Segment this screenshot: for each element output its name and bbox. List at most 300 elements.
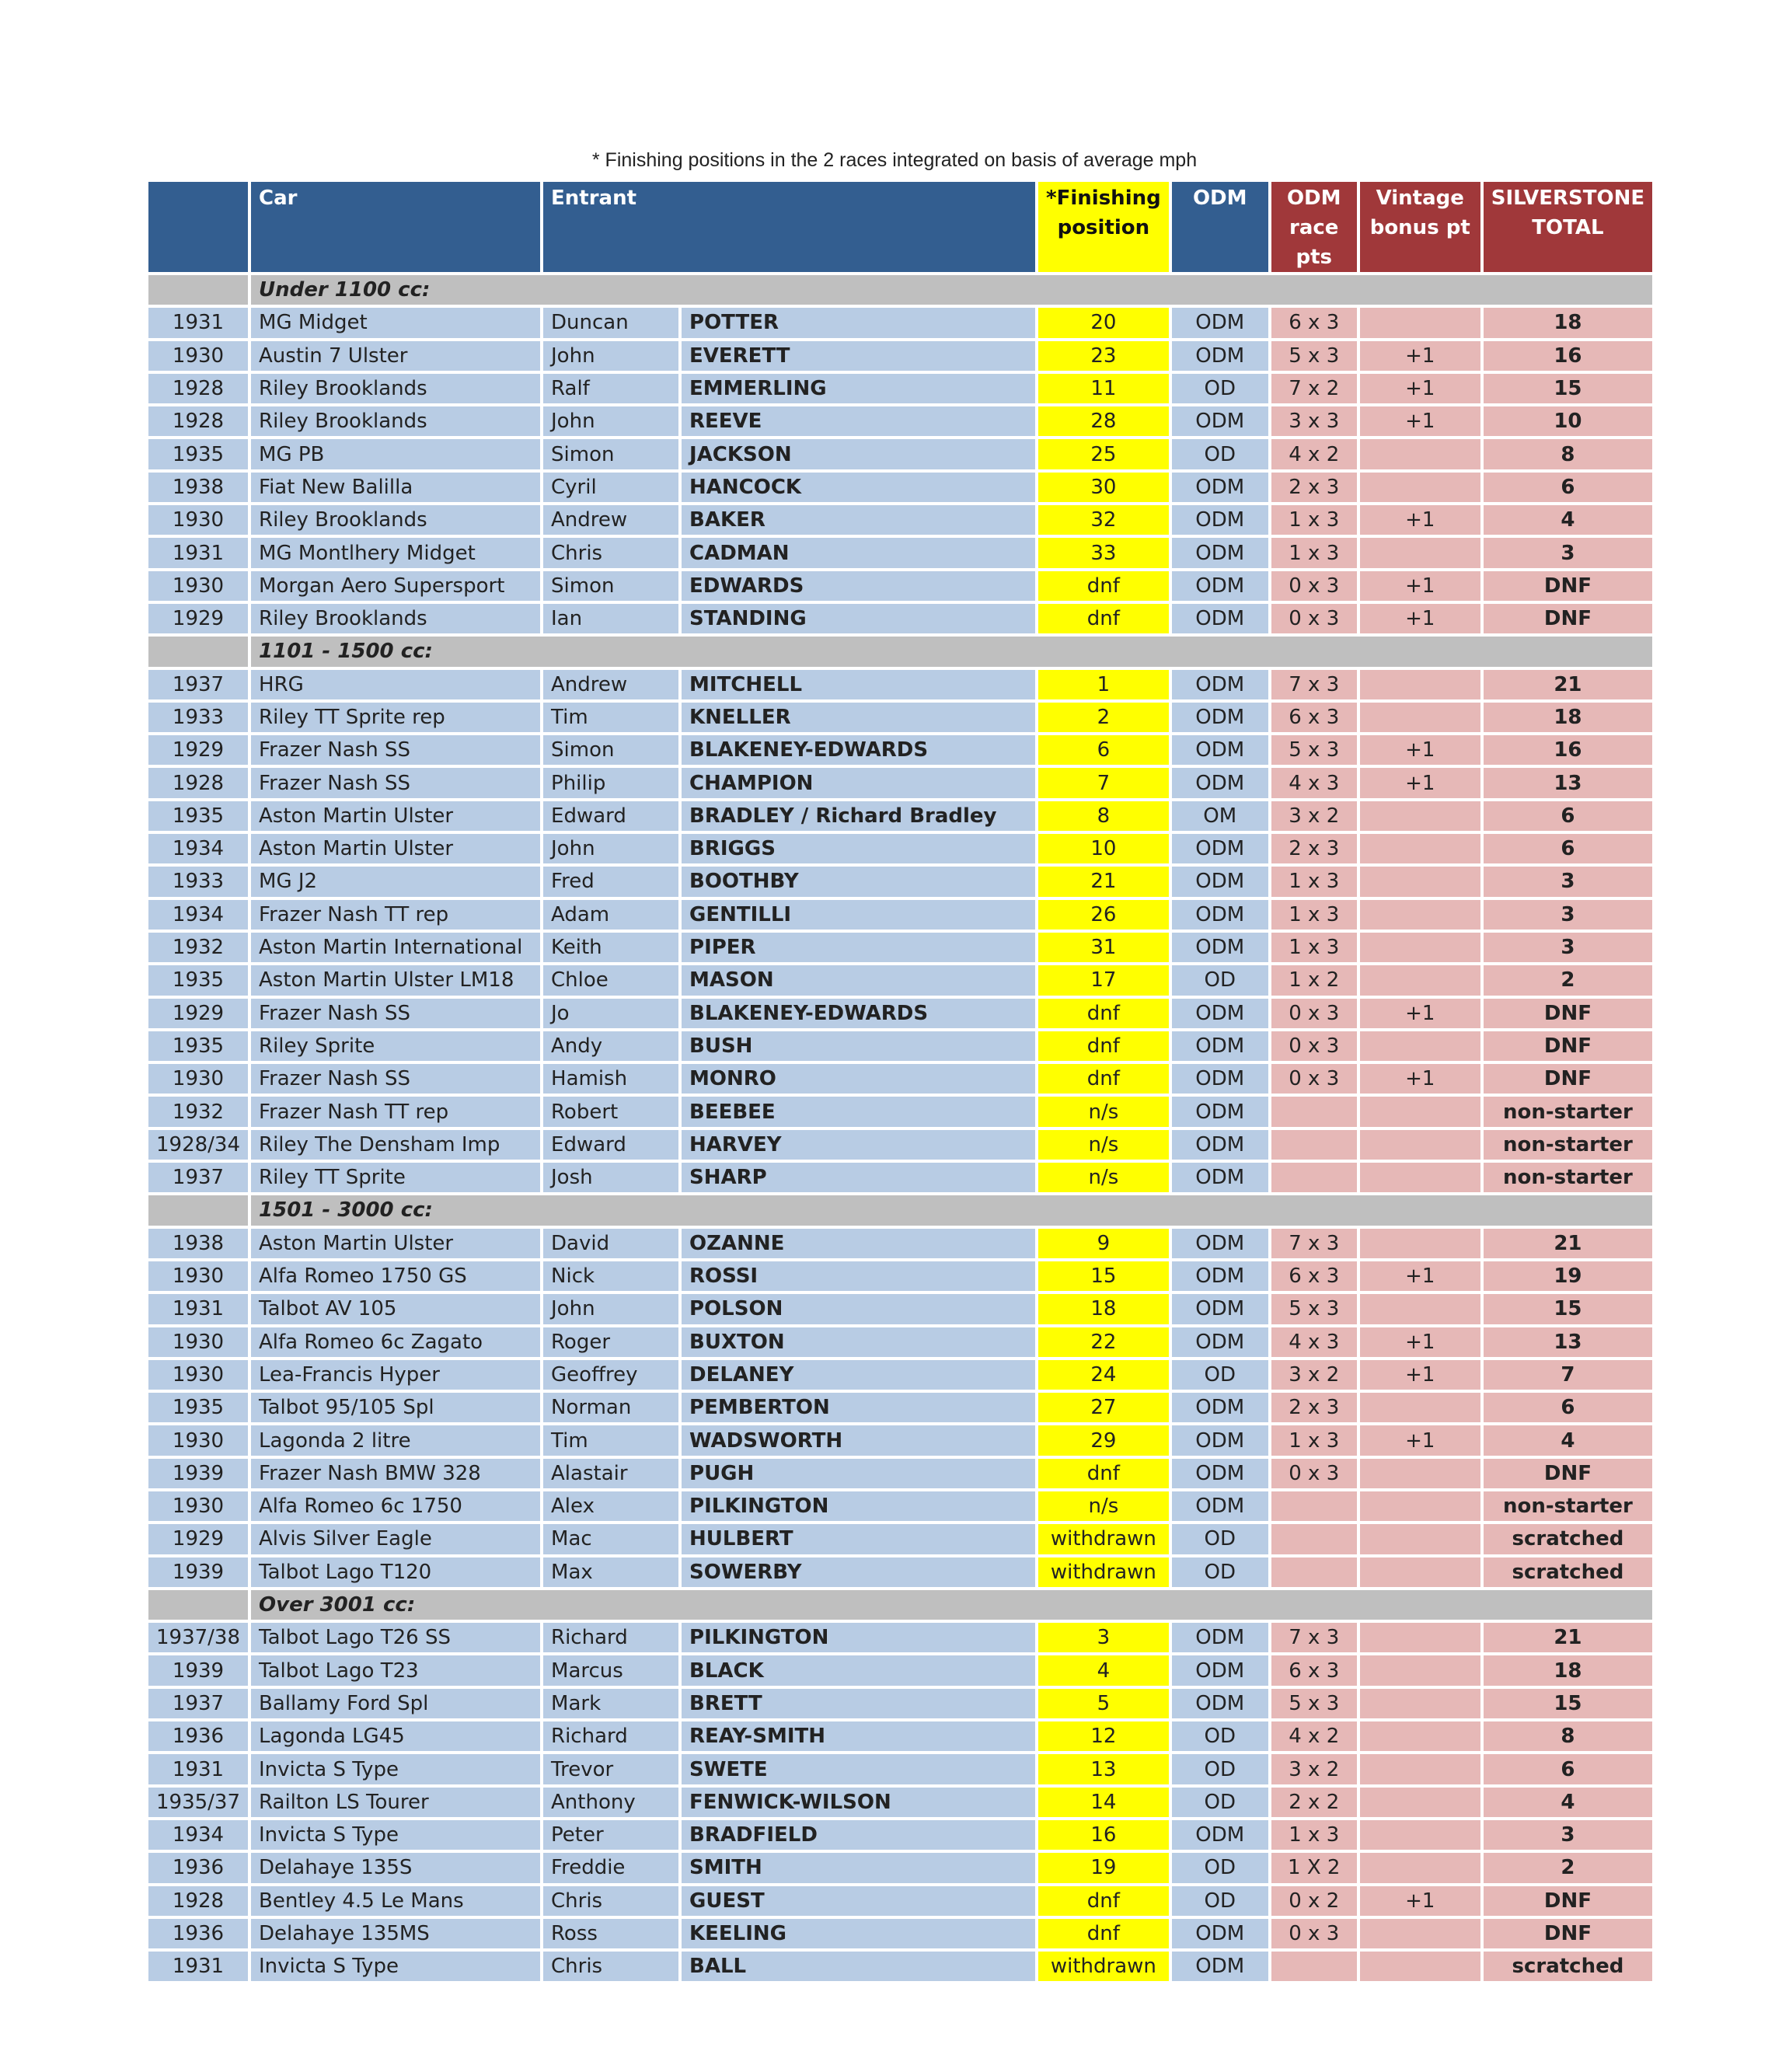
year-cell: 1928 xyxy=(148,768,248,797)
car-cell: Aston Martin International xyxy=(251,933,540,962)
odm-cell: ODM xyxy=(1172,1097,1268,1126)
vintage-bonus-cell xyxy=(1360,965,1480,995)
finishing-position-cell: dnf xyxy=(1038,1886,1169,1916)
total-cell: 13 xyxy=(1484,1327,1652,1357)
year-cell: 1935/37 xyxy=(148,1788,248,1817)
finishing-position-cell: 14 xyxy=(1038,1788,1169,1817)
finishing-position-cell: 18 xyxy=(1038,1294,1169,1324)
table-row xyxy=(148,1360,1652,1390)
odm-race-pts-cell: 2 x 2 xyxy=(1271,1788,1357,1817)
table-row xyxy=(148,703,1652,732)
vintage-bonus-cell xyxy=(1360,1097,1480,1126)
odm-cell: ODM xyxy=(1172,406,1268,436)
vintage-bonus-cell: +1 xyxy=(1360,406,1480,436)
entrant-first-name-cell: Anthony xyxy=(543,1788,678,1817)
table-row xyxy=(148,1130,1652,1160)
table-row xyxy=(148,834,1652,863)
odm-race-pts-cell: 5 x 3 xyxy=(1271,1689,1357,1718)
car-cell: Aston Martin Ulster xyxy=(251,801,540,831)
section-title: Under 1100 cc: xyxy=(251,275,1652,305)
entrant-surname-cell: STANDING xyxy=(682,604,1035,633)
total-cell: 21 xyxy=(1484,670,1652,699)
odm-cell: ODM xyxy=(1172,1261,1268,1291)
section-header-row xyxy=(148,1590,1652,1620)
entrant-surname-cell: CADMAN xyxy=(682,538,1035,567)
total-cell: 3 xyxy=(1484,1820,1652,1850)
table-row xyxy=(148,1788,1652,1817)
car-cell: Alvis Silver Eagle xyxy=(251,1524,540,1554)
year-cell: 1933 xyxy=(148,703,248,732)
odm-race-pts-cell: 0 x 3 xyxy=(1271,604,1357,633)
entrant-first-name-cell: John xyxy=(543,406,678,436)
car-cell: Riley Brooklands xyxy=(251,505,540,535)
entrant-surname-cell: BUXTON xyxy=(682,1327,1035,1357)
odm-cell: ODM xyxy=(1172,1130,1268,1160)
table-row xyxy=(148,1623,1652,1652)
finishing-position-cell: 16 xyxy=(1038,1820,1169,1850)
year-cell: 1930 xyxy=(148,1491,248,1521)
year-cell: 1929 xyxy=(148,1524,248,1554)
total-cell: 21 xyxy=(1484,1623,1652,1652)
total-cell: DNF xyxy=(1484,1919,1652,1948)
entrant-first-name-cell: Roger xyxy=(543,1327,678,1357)
odm-cell: ODM xyxy=(1172,1294,1268,1324)
entrant-first-name-cell: Philip xyxy=(543,768,678,797)
odm-cell: OD xyxy=(1172,1788,1268,1817)
total-cell: scratched xyxy=(1484,1952,1652,1981)
odm-cell: ODM xyxy=(1172,1425,1268,1455)
total-cell: non-starter xyxy=(1484,1163,1652,1192)
entrant-surname-cell: EDWARDS xyxy=(682,571,1035,601)
entrant-first-name-cell: Duncan xyxy=(543,308,678,337)
odm-cell: ODM xyxy=(1172,1820,1268,1850)
total-cell: 2 xyxy=(1484,965,1652,995)
finishing-position-cell: 20 xyxy=(1038,308,1169,337)
car-cell: Frazer Nash TT rep xyxy=(251,1097,540,1126)
finishing-position-cell: dnf xyxy=(1038,1919,1169,1948)
table-row xyxy=(148,768,1652,797)
table-row xyxy=(148,505,1652,535)
entrant-first-name-cell: Ralf xyxy=(543,374,678,403)
year-cell: 1933 xyxy=(148,867,248,896)
car-cell: MG J2 xyxy=(251,867,540,896)
finishing-position-cell: 23 xyxy=(1038,341,1169,371)
total-cell: 6 xyxy=(1484,834,1652,863)
total-cell: 4 xyxy=(1484,1425,1652,1455)
car-cell: MG PB xyxy=(251,439,540,469)
vintage-bonus-cell: +1 xyxy=(1360,1327,1480,1357)
year-cell: 1937 xyxy=(148,1163,248,1192)
car-cell: Alfa Romeo 6c 1750 xyxy=(251,1491,540,1521)
vintage-bonus-cell: +1 xyxy=(1360,374,1480,403)
finishing-position-cell: withdrawn xyxy=(1038,1952,1169,1981)
odm-cell: ODM xyxy=(1172,1163,1268,1192)
vintage-bonus-cell xyxy=(1360,1788,1480,1817)
vintage-bonus-cell: +1 xyxy=(1360,341,1480,371)
finishing-position-cell: 11 xyxy=(1038,374,1169,403)
year-cell: 1936 xyxy=(148,1721,248,1751)
odm-race-pts-cell: 3 x 2 xyxy=(1271,1754,1357,1784)
finishing-position-cell: dnf xyxy=(1038,999,1169,1028)
year-cell: 1928 xyxy=(148,406,248,436)
entrant-first-name-cell: Andrew xyxy=(543,505,678,535)
entrant-surname-cell: EVERETT xyxy=(682,341,1035,371)
entrant-first-name-cell: Ian xyxy=(543,604,678,633)
odm-cell: ODM xyxy=(1172,341,1268,371)
section-spacer xyxy=(148,275,248,305)
entrant-surname-cell: WADSWORTH xyxy=(682,1425,1035,1455)
total-cell: 3 xyxy=(1484,933,1652,962)
car-cell: Riley Brooklands xyxy=(251,374,540,403)
entrant-surname-cell: BLAKENEY-EDWARDS xyxy=(682,999,1035,1028)
car-cell: Riley TT Sprite xyxy=(251,1163,540,1192)
year-cell: 1929 xyxy=(148,735,248,765)
year-cell: 1932 xyxy=(148,1097,248,1126)
total-cell: non-starter xyxy=(1484,1130,1652,1160)
table-row xyxy=(148,867,1652,896)
table-row xyxy=(148,1820,1652,1850)
vintage-bonus-cell xyxy=(1360,1393,1480,1422)
odm-cell: ODM xyxy=(1172,1064,1268,1094)
year-cell: 1935 xyxy=(148,801,248,831)
odm-cell: OD xyxy=(1172,1886,1268,1916)
total-cell: DNF xyxy=(1484,604,1652,633)
entrant-first-name-cell: John xyxy=(543,341,678,371)
car-cell: Fiat New Balilla xyxy=(251,473,540,502)
table-row xyxy=(148,1097,1652,1126)
table-row xyxy=(148,933,1652,962)
total-cell: 8 xyxy=(1484,439,1652,469)
year-cell: 1935 xyxy=(148,1031,248,1061)
vintage-bonus-cell: +1 xyxy=(1360,1261,1480,1291)
vintage-bonus-cell xyxy=(1360,1031,1480,1061)
total-cell: 10 xyxy=(1484,406,1652,436)
table-row xyxy=(148,1853,1652,1882)
finishing-position-cell: n/s xyxy=(1038,1491,1169,1521)
odm-race-pts-cell: 7 x 3 xyxy=(1271,1623,1357,1652)
total-cell: 6 xyxy=(1484,1754,1652,1784)
finishing-position-cell: 2 xyxy=(1038,703,1169,732)
entrant-surname-cell: GUEST xyxy=(682,1886,1035,1916)
odm-cell: ODM xyxy=(1172,735,1268,765)
entrant-surname-cell: BOOTHBY xyxy=(682,867,1035,896)
odm-race-pts-cell: 1 x 3 xyxy=(1271,1425,1357,1455)
vintage-bonus-cell xyxy=(1360,1524,1480,1554)
vintage-bonus-cell xyxy=(1360,473,1480,502)
vintage-bonus-cell xyxy=(1360,308,1480,337)
total-cell: DNF xyxy=(1484,1031,1652,1061)
entrant-surname-cell: MASON xyxy=(682,965,1035,995)
odm-cell: ODM xyxy=(1172,308,1268,337)
table-row xyxy=(148,999,1652,1028)
table-row xyxy=(148,1294,1652,1324)
total-cell: 2 xyxy=(1484,1853,1652,1882)
odm-cell: OD xyxy=(1172,1721,1268,1751)
odm-cell: ODM xyxy=(1172,933,1268,962)
entrant-surname-cell: OZANNE xyxy=(682,1229,1035,1258)
odm-cell: ODM xyxy=(1172,538,1268,567)
total-cell: DNF xyxy=(1484,999,1652,1028)
car-cell: Invicta S Type xyxy=(251,1820,540,1850)
total-cell: non-starter xyxy=(1484,1097,1652,1126)
odm-cell: OD xyxy=(1172,1524,1268,1554)
vintage-bonus-cell: +1 xyxy=(1360,999,1480,1028)
entrant-first-name-cell: Richard xyxy=(543,1623,678,1652)
odm-header: ODM xyxy=(1172,182,1268,272)
entrant-first-name-cell: Jo xyxy=(543,999,678,1028)
table-row xyxy=(148,473,1652,502)
car-cell: MG Montlhery Midget xyxy=(251,538,540,567)
car-cell: Talbot AV 105 xyxy=(251,1294,540,1324)
year-cell: 1937 xyxy=(148,670,248,699)
vintage-bonus-cell xyxy=(1360,1623,1480,1652)
table-row xyxy=(148,374,1652,403)
total-cell: 3 xyxy=(1484,900,1652,930)
vintage-bonus-cell xyxy=(1360,900,1480,930)
odm-race-pts-cell: 2 x 3 xyxy=(1271,834,1357,863)
entrant-surname-cell: BALL xyxy=(682,1952,1035,1981)
odm-cell: ODM xyxy=(1172,1491,1268,1521)
entrant-surname-cell: PEMBERTON xyxy=(682,1393,1035,1422)
entrant-first-name-cell: Robert xyxy=(543,1097,678,1126)
total-cell: 4 xyxy=(1484,505,1652,535)
vintage-bonus-cell xyxy=(1360,1919,1480,1948)
entrant-first-name-cell: Cyril xyxy=(543,473,678,502)
entrant-first-name-cell: Edward xyxy=(543,801,678,831)
odm-race-pts-cell: 1 x 3 xyxy=(1271,900,1357,930)
finishing-position-cell: dnf xyxy=(1038,1064,1169,1094)
car-cell: Lea-Francis Hyper xyxy=(251,1360,540,1390)
odm-cell: ODM xyxy=(1172,900,1268,930)
section-spacer xyxy=(148,1590,248,1620)
odm-race-pts-cell: 0 x 2 xyxy=(1271,1886,1357,1916)
total-cell: scratched xyxy=(1484,1557,1652,1587)
odm-cell: OD xyxy=(1172,1754,1268,1784)
finishing-position-cell: 21 xyxy=(1038,867,1169,896)
entrant-surname-cell: BRADFIELD xyxy=(682,1820,1035,1850)
odm-race-pts-cell: 7 x 2 xyxy=(1271,374,1357,403)
year-cell: 1930 xyxy=(148,505,248,535)
vintage-bonus-cell xyxy=(1360,1294,1480,1324)
entrant-surname-cell: PILKINGTON xyxy=(682,1623,1035,1652)
year-cell: 1930 xyxy=(148,1327,248,1357)
vintage-bonus-cell xyxy=(1360,867,1480,896)
total-cell: 6 xyxy=(1484,801,1652,831)
entrant-surname-cell: HULBERT xyxy=(682,1524,1035,1554)
vintage-bonus-cell xyxy=(1360,439,1480,469)
odm-cell: ODM xyxy=(1172,505,1268,535)
entrant-first-name-cell: Ross xyxy=(543,1919,678,1948)
table-row xyxy=(148,1524,1652,1554)
car-cell: Delahaye 135MS xyxy=(251,1919,540,1948)
car-cell: Ballamy Ford Spl xyxy=(251,1689,540,1718)
table-row xyxy=(148,1491,1652,1521)
entrant-surname-cell: SWETE xyxy=(682,1754,1035,1784)
year-cell: 1930 xyxy=(148,1261,248,1291)
entrant-first-name-cell: Chris xyxy=(543,1952,678,1981)
car-cell: Lagonda LG45 xyxy=(251,1721,540,1751)
entrant-surname-cell: BRETT xyxy=(682,1689,1035,1718)
entrant-first-name-cell: Marcus xyxy=(543,1655,678,1685)
vintage-bonus-cell xyxy=(1360,1130,1480,1160)
odm-race-pts-cell: 5 x 3 xyxy=(1271,735,1357,765)
total-cell: 21 xyxy=(1484,1229,1652,1258)
vintage-bonus-cell xyxy=(1360,801,1480,831)
finishing-position-cell: n/s xyxy=(1038,1163,1169,1192)
odm-race-pts-cell xyxy=(1271,1557,1357,1587)
entrant-surname-cell: REEVE xyxy=(682,406,1035,436)
total-cell: 18 xyxy=(1484,703,1652,732)
vintage-bonus-cell xyxy=(1360,1754,1480,1784)
entrant-first-name-cell: Mac xyxy=(543,1524,678,1554)
entrant-first-name-cell: Simon xyxy=(543,735,678,765)
vintage-bonus-cell: +1 xyxy=(1360,1886,1480,1916)
odm-race-pts-cell: 6 x 3 xyxy=(1271,1261,1357,1291)
vintage-bonus-cell xyxy=(1360,1459,1480,1488)
year-cell: 1928/34 xyxy=(148,1130,248,1160)
section-title: 1101 - 1500 cc: xyxy=(251,637,1652,666)
table-row xyxy=(148,341,1652,371)
vintage-bonus-cell: +1 xyxy=(1360,1064,1480,1094)
finishing-position-cell: 9 xyxy=(1038,1229,1169,1258)
year-cell: 1928 xyxy=(148,1886,248,1916)
entrant-surname-cell: ROSSI xyxy=(682,1261,1035,1291)
vintage-bonus-cell xyxy=(1360,703,1480,732)
car-cell: Invicta S Type xyxy=(251,1952,540,1981)
year-cell: 1931 xyxy=(148,1294,248,1324)
table-row xyxy=(148,801,1652,831)
odm-cell: ODM xyxy=(1172,703,1268,732)
entrant-first-name-cell: John xyxy=(543,1294,678,1324)
entrant-first-name-cell: Nick xyxy=(543,1261,678,1291)
table-row xyxy=(148,1031,1652,1061)
odm-race-pts-cell: 1 x 3 xyxy=(1271,505,1357,535)
year-cell: 1935 xyxy=(148,439,248,469)
entrant-header: Entrant xyxy=(543,182,1035,272)
entrant-first-name-cell: Richard xyxy=(543,1721,678,1751)
footnote-text: * Finishing positions in the 2 races integrated on basis of average mph xyxy=(591,149,1198,171)
vintage-bonus-cell xyxy=(1360,1491,1480,1521)
year-cell: 1936 xyxy=(148,1919,248,1948)
odm-cell: OD xyxy=(1172,374,1268,403)
odm-race-pts-cell: 4 x 3 xyxy=(1271,1327,1357,1357)
odm-cell: ODM xyxy=(1172,1689,1268,1718)
total-cell: 4 xyxy=(1484,1788,1652,1817)
entrant-first-name-cell: Hamish xyxy=(543,1064,678,1094)
year-cell: 1935 xyxy=(148,965,248,995)
entrant-surname-cell: KNELLER xyxy=(682,703,1035,732)
odm-race-pts-header: ODM race pts xyxy=(1271,182,1357,272)
entrant-surname-cell: POTTER xyxy=(682,308,1035,337)
finishing-position-cell: 30 xyxy=(1038,473,1169,502)
entrant-surname-cell: BLACK xyxy=(682,1655,1035,1685)
total-cell: 6 xyxy=(1484,473,1652,502)
total-cell: non-starter xyxy=(1484,1491,1652,1521)
odm-cell: ODM xyxy=(1172,670,1268,699)
year-cell: 1932 xyxy=(148,933,248,962)
odm-cell: ODM xyxy=(1172,571,1268,601)
entrant-surname-cell: MONRO xyxy=(682,1064,1035,1094)
entrant-surname-cell: GENTILLI xyxy=(682,900,1035,930)
car-cell: Lagonda 2 litre xyxy=(251,1425,540,1455)
section-spacer xyxy=(148,637,248,666)
entrant-first-name-cell: Tim xyxy=(543,703,678,732)
entrant-surname-cell: CHAMPION xyxy=(682,768,1035,797)
vintage-bonus-cell xyxy=(1360,670,1480,699)
finishing-position-cell: 33 xyxy=(1038,538,1169,567)
entrant-first-name-cell: Chris xyxy=(543,538,678,567)
entrant-surname-cell: BAKER xyxy=(682,505,1035,535)
year-cell: 1938 xyxy=(148,473,248,502)
entrant-first-name-cell: Geoffrey xyxy=(543,1360,678,1390)
total-cell: 15 xyxy=(1484,1294,1652,1324)
odm-race-pts-cell: 1 x 3 xyxy=(1271,538,1357,567)
year-cell: 1936 xyxy=(148,1853,248,1882)
year-cell: 1930 xyxy=(148,1064,248,1094)
odm-cell: OD xyxy=(1172,1557,1268,1587)
car-cell: Frazer Nash BMW 328 xyxy=(251,1459,540,1488)
finishing-position-cell: dnf xyxy=(1038,1459,1169,1488)
entrant-first-name-cell: Peter xyxy=(543,1820,678,1850)
table-row xyxy=(148,406,1652,436)
odm-race-pts-cell: 3 x 2 xyxy=(1271,801,1357,831)
table-row xyxy=(148,1754,1652,1784)
table-row xyxy=(148,965,1652,995)
entrant-surname-cell: POLSON xyxy=(682,1294,1035,1324)
total-cell: DNF xyxy=(1484,571,1652,601)
entrant-surname-cell: SHARP xyxy=(682,1163,1035,1192)
finishing-position-cell: 22 xyxy=(1038,1327,1169,1357)
entrant-first-name-cell: Fred xyxy=(543,867,678,896)
odm-race-pts-cell: 1 X 2 xyxy=(1271,1853,1357,1882)
finishing-position-cell: 29 xyxy=(1038,1425,1169,1455)
entrant-first-name-cell: Simon xyxy=(543,439,678,469)
vintage-bonus-cell: +1 xyxy=(1360,505,1480,535)
year-cell: 1939 xyxy=(148,1655,248,1685)
header-row xyxy=(148,182,1652,272)
table-row xyxy=(148,670,1652,699)
total-cell: 3 xyxy=(1484,538,1652,567)
entrant-first-name-cell: John xyxy=(543,834,678,863)
odm-race-pts-cell: 3 x 3 xyxy=(1271,406,1357,436)
year-cell: 1939 xyxy=(148,1459,248,1488)
total-cell: 18 xyxy=(1484,308,1652,337)
section-title: 1501 - 3000 cc: xyxy=(251,1195,1652,1225)
odm-race-pts-cell xyxy=(1271,1163,1357,1192)
entrant-surname-cell: BUSH xyxy=(682,1031,1035,1061)
car-cell: Frazer Nash SS xyxy=(251,768,540,797)
year-cell: 1928 xyxy=(148,374,248,403)
finishing-position-header: *Finishing position xyxy=(1038,182,1169,272)
odm-cell: ODM xyxy=(1172,834,1268,863)
year-header xyxy=(148,182,248,272)
finishing-position-cell: 17 xyxy=(1038,965,1169,995)
car-cell: MG Midget xyxy=(251,308,540,337)
year-cell: 1939 xyxy=(148,1557,248,1587)
odm-race-pts-cell xyxy=(1271,1097,1357,1126)
year-cell: 1930 xyxy=(148,1360,248,1390)
odm-cell: ODM xyxy=(1172,1655,1268,1685)
finishing-position-cell: 19 xyxy=(1038,1853,1169,1882)
entrant-surname-cell: PUGH xyxy=(682,1459,1035,1488)
entrant-first-name-cell: Chloe xyxy=(543,965,678,995)
car-cell: Invicta S Type xyxy=(251,1754,540,1784)
table-row xyxy=(148,1229,1652,1258)
odm-race-pts-cell: 1 x 3 xyxy=(1271,1820,1357,1850)
year-cell: 1934 xyxy=(148,1820,248,1850)
entrant-first-name-cell: Trevor xyxy=(543,1754,678,1784)
finishing-position-cell: 12 xyxy=(1038,1721,1169,1751)
